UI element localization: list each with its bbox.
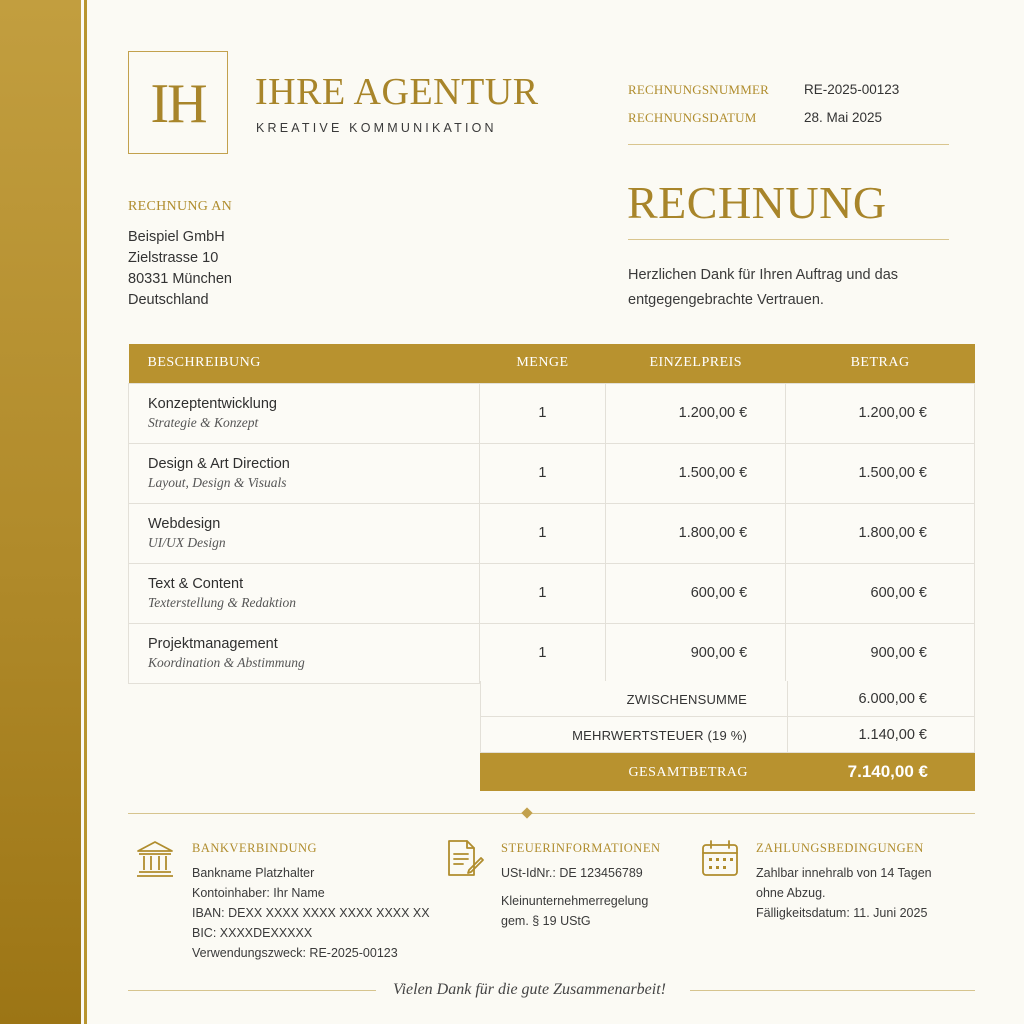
table-row xyxy=(129,623,975,683)
document-icon xyxy=(445,838,485,878)
item-unit-price: 900,00 € xyxy=(606,623,786,683)
tax-line: USt-IdNr.: DE 123456789 xyxy=(501,866,643,880)
subtotal-value: 6.000,00 € xyxy=(858,691,927,707)
vat-row xyxy=(480,717,975,753)
subtotal-label: ZWISCHENSUMME xyxy=(626,692,747,707)
bank-line: BIC: XXXXDEXXXXX xyxy=(192,926,313,940)
payment-line: Fälligkeitsdatum: 11. Juni 2025 xyxy=(756,906,928,920)
bill-to-city: 80331 München xyxy=(128,271,232,287)
bank-line: IBAN: DEXX XXXX XXXX XXXX XXXX XX xyxy=(192,906,430,920)
item-name: Webdesign xyxy=(148,515,221,532)
item-amount: 900,00 € xyxy=(786,623,975,683)
agency-name: IHRE AGENTUR xyxy=(255,71,539,113)
totals-block xyxy=(480,681,975,791)
bank-line: Kontoinhaber: Ihr Name xyxy=(192,886,325,900)
bank-line: Bankname Platzhalter xyxy=(192,866,315,880)
item-unit-price: 1.500,00 € xyxy=(606,443,786,503)
item-subtitle: UI/UX Design xyxy=(148,534,226,550)
item-subtitle: Strategie & Konzept xyxy=(148,414,259,430)
payment-line: Zahlbar innehralb von 14 Tagen xyxy=(756,866,932,880)
tax-line: gem. § 19 UStG xyxy=(501,914,591,928)
item-name: Text & Content xyxy=(148,575,244,592)
invoice-date-label: RECHNUNGSDATUM xyxy=(628,110,757,125)
thanks-text: Herzlichen Dank für Ihren Auftrag und das entgegengebrachte Vertrauen. xyxy=(628,267,899,308)
header-description: BESCHREIBUNG xyxy=(129,344,480,383)
closing-text: Vielen Dank für die gute Zusammenarbeit! xyxy=(393,981,666,998)
item-quantity: 1 xyxy=(479,443,606,503)
bank-title: BANKVERBINDUNG xyxy=(192,841,318,855)
table-row xyxy=(129,503,975,563)
vat-label: MEHRWERTSTEUER (19 %) xyxy=(572,728,747,743)
bill-to-street: Zielstrasse 10 xyxy=(128,250,219,266)
item-amount: 600,00 € xyxy=(786,563,975,623)
item-description xyxy=(129,383,480,443)
item-name: Design & Art Direction xyxy=(148,455,290,472)
bill-to-country: Deutschland xyxy=(128,292,209,308)
gold-side-line xyxy=(84,0,87,1024)
item-description xyxy=(129,503,480,563)
tax-title: STEUERINFORMATIONEN xyxy=(501,841,661,855)
header-amount: BETRAG xyxy=(786,344,975,383)
item-unit-price: 1.200,00 € xyxy=(606,383,786,443)
tax-line: Kleinunternehmerregelung xyxy=(501,894,649,908)
logo-monogram-box xyxy=(128,51,228,154)
gold-side-band xyxy=(0,0,81,1024)
item-quantity: 1 xyxy=(479,563,606,623)
invoice-number-label: RECHNUNGSNUMMER xyxy=(628,82,769,97)
item-subtitle: Koordination & Abstimmung xyxy=(148,654,305,670)
payment-title: ZAHLUNGSBEDINGUNGEN xyxy=(756,841,924,855)
grand-total-row xyxy=(480,753,975,791)
footer-divider xyxy=(128,813,975,814)
header-quantity: MENGE xyxy=(479,344,606,383)
subtotal-row xyxy=(480,681,975,717)
divider-diamond xyxy=(521,807,532,818)
grand-total-label: GESAMTBETRAG xyxy=(628,765,748,780)
document-title: RECHNUNG xyxy=(627,177,887,228)
bill-to-address xyxy=(128,227,232,311)
meta-divider xyxy=(628,144,949,145)
agency-tagline: KREATIVE KOMMUNIKATION xyxy=(256,121,497,135)
item-quantity: 1 xyxy=(479,623,606,683)
item-unit-price: 1.800,00 € xyxy=(606,503,786,563)
title-divider xyxy=(628,239,949,240)
closing-line xyxy=(0,981,1024,1001)
item-name: Projektmanagement xyxy=(148,635,278,652)
bank-line: Verwendungszweck: RE-2025-00123 xyxy=(192,946,398,960)
invoice-date: 28. Mai 2025 xyxy=(804,110,883,125)
payment-line: ohne Abzug. xyxy=(756,886,826,900)
header-unit-price: EINZELPREIS xyxy=(606,344,786,383)
item-description xyxy=(129,623,480,683)
table-row xyxy=(129,383,975,443)
item-quantity: 1 xyxy=(479,383,606,443)
item-description xyxy=(129,443,480,503)
logo-monogram: IH xyxy=(150,72,206,135)
item-unit-price: 600,00 € xyxy=(606,563,786,623)
bill-to-label: RECHNUNG AN xyxy=(128,199,233,214)
calendar-icon xyxy=(700,838,740,878)
item-subtitle: Texterstellung & Redaktion xyxy=(148,594,296,610)
bank-icon xyxy=(135,838,175,878)
table-row xyxy=(129,563,975,623)
item-name: Konzeptentwicklung xyxy=(148,395,277,412)
table-row xyxy=(129,443,975,503)
bill-to-company: Beispiel GmbH xyxy=(128,229,225,245)
item-description xyxy=(129,563,480,623)
vat-value: 1.140,00 € xyxy=(858,727,927,743)
item-quantity: 1 xyxy=(479,503,606,563)
item-amount: 1.500,00 € xyxy=(786,443,975,503)
items-table xyxy=(128,344,975,684)
invoice-number: RE-2025-00123 xyxy=(804,82,900,97)
grand-total-value: 7.140,00 € xyxy=(847,762,928,781)
item-amount: 1.200,00 € xyxy=(786,383,975,443)
item-subtitle: Layout, Design & Visuals xyxy=(148,474,287,490)
table-header xyxy=(129,344,975,383)
item-amount: 1.800,00 € xyxy=(786,503,975,563)
